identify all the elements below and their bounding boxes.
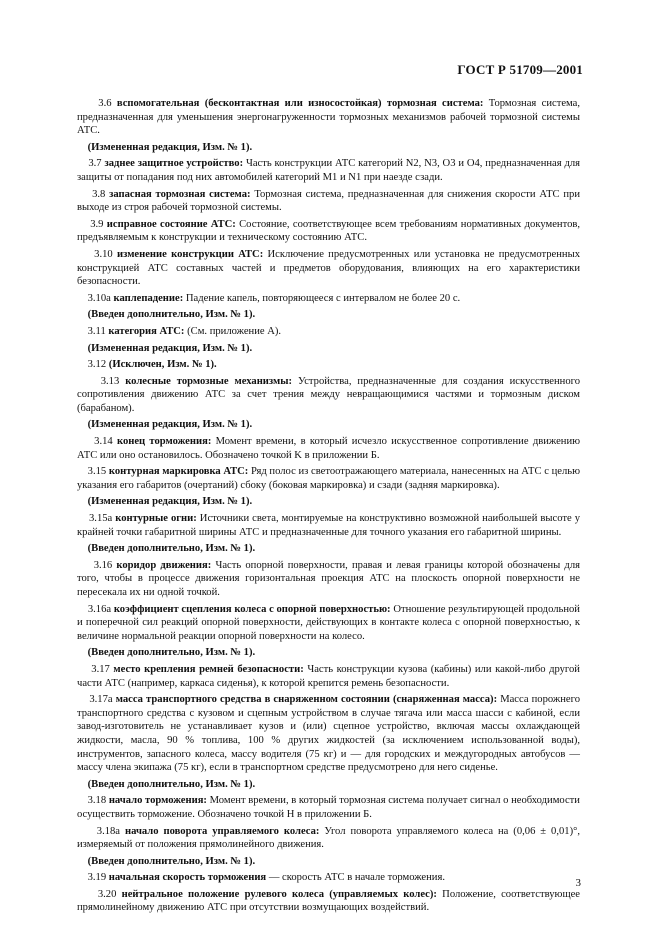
term: исправное состояние АТС:	[106, 218, 236, 230]
note-text: (Введен дополнительно, Изм. № 1).	[87, 855, 256, 867]
definition: Тормозная система, предназначенная для снижения скорости АТС при выходе из строя рабочей тормозной системы.	[77, 188, 581, 214]
paragraph-3-7	[77, 157, 580, 184]
definition: Положение, соответствующее прямолинейному движению АТС при отсутствии возмущающих воздействий.	[77, 888, 581, 914]
term: каплепадение:	[113, 292, 184, 304]
term: коридор движения:	[116, 559, 212, 571]
definition: Угол поворота управляемого колеса на (0,06 ± 0,01)°, измеряемый от положения прямолинейного движения.	[77, 825, 581, 851]
clause-number: 3.15а	[89, 513, 113, 525]
term: начальная скорость торможения	[108, 872, 267, 884]
paragraph-3-15	[77, 465, 580, 492]
term: конец торможения:	[116, 436, 212, 448]
definition: Часть конструкции АТС категорий N2, N3, O3 и O4, предназначенная для защиты от попадания под них автомобилей категорий M1 и N1 при наезде сзади.	[77, 158, 581, 183]
clause-number: 3.16а	[87, 603, 112, 615]
amendment-note	[77, 778, 580, 792]
clause-number: 3.9	[90, 218, 104, 230]
term: начало торможения:	[108, 795, 207, 807]
clause-number: 3.19	[87, 872, 107, 884]
note-text: (Введен дополнительно, Изм. № 1).	[87, 778, 256, 790]
paragraph-3-9	[77, 218, 580, 245]
definition: Масса порожнего транспортного средства с кузовом и сцепным устройством в случае тягача или масса шасси с кабиной, если завод-изготовитель не устанавливает кузов и (или) сцепное устройство, включая массы охлаждающей жидкости, масла, 90 % топлива, 100 % других жидкостей (за исключением использованной воды), инструментов, запасного колеса, массу водителя (75 кг) и — для городских и междугородных автобусов — массу члена экипажа (75 кг), если в транспортном средстве предусмотрено для него сиденье.	[77, 694, 580, 774]
note-text: (Введен дополнительно, Изм. № 1).	[87, 543, 256, 555]
definition: Отношение результирующей продольной и поперечной сил реакций опорной поверхности, действующих в контакте колеса с опорной поверхностью, к величине нормальной реакции опорной поверхности на колесо.	[77, 603, 580, 642]
clause-number: 3.17	[91, 663, 110, 675]
clause-number: 3.10а	[87, 292, 111, 304]
note-text: (Введен дополнительно, Изм. № 1).	[87, 647, 256, 659]
clause-number: 3.7	[88, 158, 102, 170]
definition: Момент времени, в который тормозная система получает сигнал о необходимости осуществить торможение. Обозначено точкой H в приложении Б.	[77, 795, 580, 820]
amendment-note	[77, 342, 580, 356]
term: (Исключен, Изм. № 1).	[108, 359, 217, 371]
amendment-note	[77, 855, 580, 869]
definition: Источники света, монтируемые на конструктивно возможной наибольшей высоте у крайней точки габаритной ширины АТС и предназначенные для точного указания его габаритной ширины.	[77, 513, 581, 538]
paragraph-3-12	[77, 358, 580, 372]
term: вспомогательная (бесконтактная или износостойкая) тормозная система:	[116, 98, 484, 109]
paragraph-3-17	[77, 663, 580, 690]
paragraph-3-19	[77, 871, 580, 885]
term: категория АТС:	[108, 325, 185, 337]
term: запасная тормозная система:	[109, 188, 251, 200]
clause-number: 3.18	[87, 795, 107, 807]
paragraph-3-18	[77, 794, 580, 821]
clause-number: 3.14	[94, 436, 113, 448]
paragraph-3-8	[77, 188, 580, 215]
term: контурная маркировка АТС:	[108, 466, 249, 478]
amendment-note	[77, 141, 580, 155]
definition: Падение капель, повторяющееся с интервалом не более 20 с.	[185, 292, 461, 304]
document-header: ГОСТ Р 51709—2001	[457, 62, 583, 77]
definition: (См. приложение А).	[187, 325, 282, 337]
definition: Ряд полос из светоотражающего материала, нанесенных на АТС с целью указания его габаритов (очертаний) сбоку (боковая маркировка) и сзади (задняя маркировка).	[77, 466, 580, 491]
clause-number: 3.8	[92, 188, 106, 200]
clause-number: 3.20	[97, 888, 117, 900]
paragraph-3-11	[77, 325, 580, 339]
paragraph-3-20	[77, 888, 580, 915]
clause-number: 3.12	[87, 359, 107, 371]
paragraph-3-18a	[77, 825, 580, 852]
clause-number: 3.11	[87, 325, 106, 337]
definition: Часть конструкции кузова (кабины) или какой-либо другой части АТС (например, каркаса сиденья), к которой крепится ремень безопасности.	[77, 663, 580, 689]
paragraph-3-16	[77, 559, 580, 600]
note-text: (Измененная редакция, Изм. № 1).	[87, 342, 253, 354]
term: контурные огни:	[115, 513, 197, 525]
paragraph-3-10a	[77, 292, 580, 306]
paragraph-3-13	[77, 375, 580, 416]
note-text: (Введен дополнительно, Изм. № 1).	[87, 309, 256, 321]
paragraph-3-10	[77, 248, 580, 289]
clause-number: 3.13	[100, 375, 120, 387]
amendment-note	[77, 542, 580, 556]
page-number: 3	[575, 877, 581, 889]
definition: Часть опорной поверхности, правая и левая границы которой обозначены для того, чтобы в процессе движения горизонтальная проекция АТС на плоскость опорной поверхности не пересекала их ни одной точкой.	[77, 559, 580, 598]
clause-number: 3.10	[94, 248, 113, 260]
paragraph-3-17a	[77, 693, 580, 775]
term: колесные тормозные механизмы:	[125, 375, 293, 387]
paragraph-3-6	[77, 97, 580, 138]
paragraph-3-16a	[77, 603, 580, 644]
term: изменение конструкции АТС:	[116, 248, 264, 260]
term: нейтральное положение рулевого колеса (управляемых колес):	[121, 888, 437, 900]
definition: Состояние, соответствующее всем требованиям нормативных документов, предъявляемым к конструкции и техническому состоянию АТС.	[77, 218, 581, 244]
note-text: (Измененная редакция, Изм. № 1).	[87, 496, 253, 508]
note-text: (Измененная редакция, Изм. № 1).	[87, 419, 253, 431]
term: место крепления ремней безопасности:	[113, 663, 304, 675]
paragraph-3-15a	[77, 512, 580, 539]
definition: Устройства, предназначенные для создания искусственного сопротивления движению АТС за счет трения между невращающимися частями и тормозным диском (барабаном).	[77, 375, 580, 414]
clause-number: 3.16	[93, 559, 113, 571]
clause-number: 3.6	[98, 98, 112, 109]
clause-number: 3.15	[87, 466, 107, 478]
definition: — скорость АТС в начале торможения.	[268, 872, 445, 884]
definition: Тормозная система, предназначенная для уменьшения энергонагруженности тормозных механизмов рабочей тормозной системы АТС.	[77, 98, 581, 137]
term: масса транспортного средства в снаряженном состоянии (снаряженная масса):	[115, 694, 498, 706]
clause-number: 3.18а	[96, 825, 121, 837]
term: начало поворота управляемого колеса:	[124, 825, 320, 837]
amendment-note	[77, 646, 580, 660]
amendment-note	[77, 418, 580, 432]
paragraph-3-14	[77, 435, 580, 462]
term: заднее защитное устройство:	[104, 158, 244, 170]
amendment-note	[77, 308, 580, 322]
clause-number: 3.17а	[89, 694, 113, 706]
amendment-note	[77, 495, 580, 509]
definition: Момент времени, в который исчезло искусственное сопротивление движению АТС или оно остановилось. Обозначено точкой K в приложении Б.	[77, 436, 581, 461]
document-body	[77, 97, 580, 918]
note-text: (Измененная редакция, Изм. № 1).	[87, 141, 253, 153]
definition: Исключение предусмотренных или установка не предусмотренных конструкцией АТС составных частей и предметов оборудования, влияющих на его характеристики безопасности.	[77, 248, 581, 288]
term: коэффициент сцепления колеса с опорной поверхностью:	[113, 603, 391, 615]
